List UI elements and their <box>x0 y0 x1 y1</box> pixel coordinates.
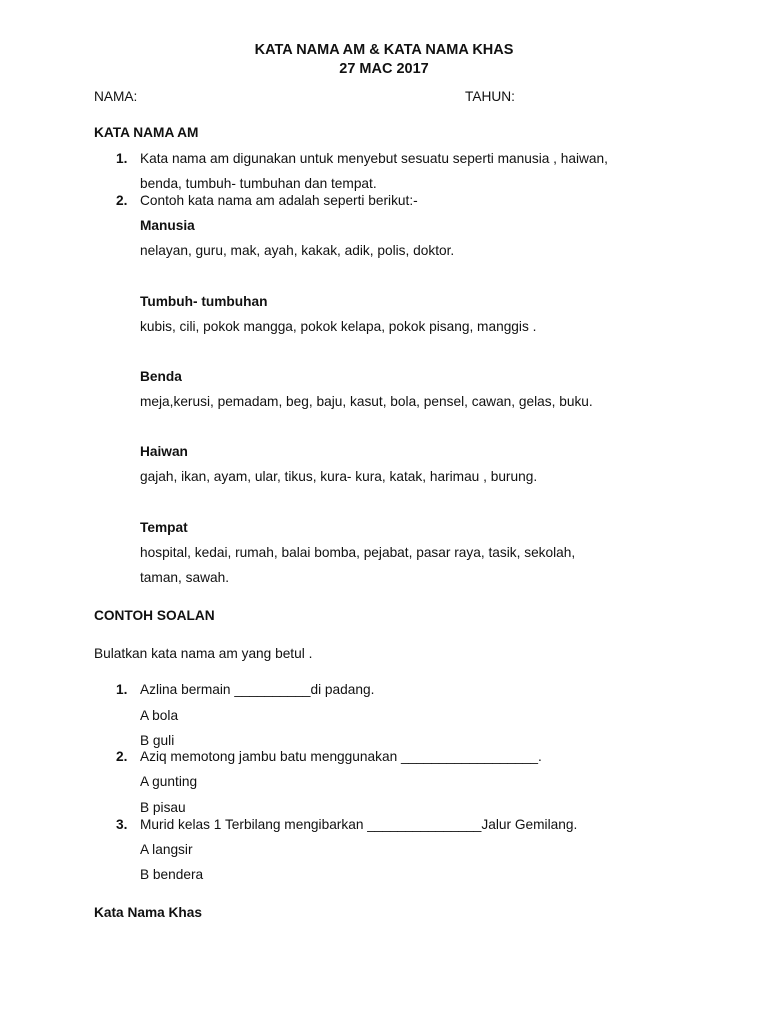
question-1-option-b: B guli <box>140 733 175 748</box>
category-heading-tempat: Tempat <box>140 520 188 535</box>
question-3-text: Murid kelas 1 Terbilang mengibarkan _______________Jalur Gemilang. <box>140 817 578 832</box>
question-1-text: Azlina bermain __________di padang. <box>140 682 375 697</box>
document-date: 27 MAC 2017 <box>339 61 429 77</box>
question-2-text: Aziq memotong jambu batu menggunakan __________________. <box>140 749 542 764</box>
section-heading-contoh-soalan: CONTOH SOALAN <box>94 608 215 623</box>
category-examples-benda: meja,kerusi, pemadam, beg, baju, kasut, bola, pensel, cawan, gelas, buku. <box>140 394 593 409</box>
item-2-text: Contoh kata nama am adalah seperti berikut:- <box>140 193 418 208</box>
category-heading-benda: Benda <box>140 369 182 384</box>
nama-label: NAMA: <box>94 89 138 104</box>
instruction-text: Bulatkan kata nama am yang betul . <box>94 646 313 661</box>
category-heading-haiwan: Haiwan <box>140 444 188 459</box>
category-examples-manusia: nelayan, guru, mak, ayah, kakak, adik, polis, doktor. <box>140 243 455 258</box>
question-3-number: 3. <box>116 817 128 832</box>
question-2-option-a: A gunting <box>140 774 198 789</box>
category-examples-tumbuhan: kubis, cili, pokok mangga, pokok kelapa, pokok pisang, manggis . <box>140 319 537 334</box>
category-examples-tempat-line2: taman, sawah. <box>140 570 230 585</box>
section-heading-kata-nama-khas: Kata Nama Khas <box>94 905 203 920</box>
question-3-option-b: B bendera <box>140 867 204 882</box>
item-1-text-line1: Kata nama am digunakan untuk menyebut sesuatu seperti manusia , haiwan, <box>140 151 608 166</box>
tahun-label: TAHUN: <box>465 89 515 104</box>
category-examples-haiwan: gajah, ikan, ayam, ular, tikus, kura- kura, katak, harimau , burung. <box>140 469 538 484</box>
category-heading-manusia: Manusia <box>140 218 195 233</box>
item-1-text-line2: benda, tumbuh- tumbuhan dan tempat. <box>140 176 377 191</box>
question-1-number: 1. <box>116 682 128 697</box>
category-examples-tempat-line1: hospital, kedai, rumah, balai bomba, pejabat, pasar raya, tasik, sekolah, <box>140 545 576 560</box>
question-2-option-b: B pisau <box>140 800 186 815</box>
item-1-number: 1. <box>116 151 128 166</box>
document-title: KATA NAMA AM & KATA NAMA KHAS <box>254 42 514 58</box>
item-2-number: 2. <box>116 193 128 208</box>
section-heading-kata-nama-am: KATA NAMA AM <box>94 125 199 140</box>
question-2-number: 2. <box>116 749 128 764</box>
question-1-option-a: A bola <box>140 708 179 723</box>
category-heading-tumbuhan: Tumbuh- tumbuhan <box>140 294 268 309</box>
question-3-option-a: A langsir <box>140 842 193 857</box>
